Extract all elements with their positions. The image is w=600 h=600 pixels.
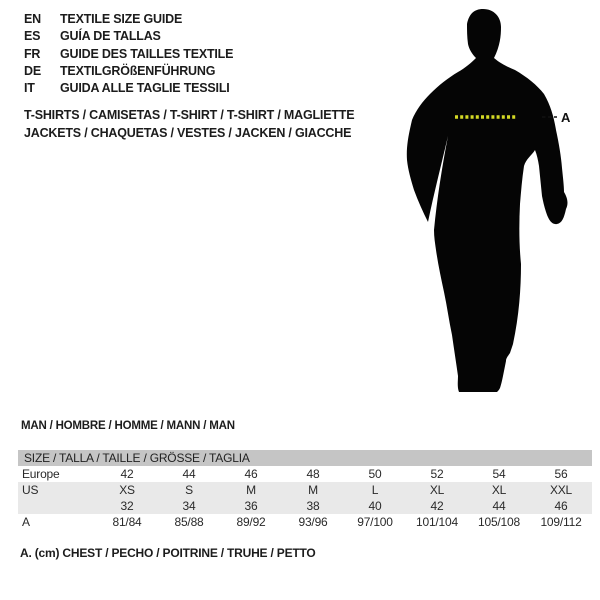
table-row-us bbox=[18, 482, 592, 498]
size-cell: 105/108 bbox=[478, 515, 520, 529]
size-cell: XXL bbox=[530, 482, 592, 498]
size-table bbox=[18, 450, 592, 530]
size-cell: 36 bbox=[220, 498, 282, 514]
language-title: GUIDE DES TAILLES TEXTILE bbox=[60, 46, 234, 61]
row-label bbox=[18, 498, 96, 514]
language-row-it bbox=[24, 80, 233, 97]
language-code: FR bbox=[24, 46, 41, 61]
language-row-en bbox=[24, 11, 233, 28]
measure-label-a: A bbox=[561, 110, 571, 125]
language-list bbox=[24, 11, 233, 97]
size-cell: 97/100 bbox=[357, 515, 393, 529]
table-row-chest-a bbox=[18, 514, 592, 530]
language-code: DE bbox=[24, 63, 41, 78]
category-jackets: JACKETS / CHAQUETAS / VESTES / JACKEN / GIACCHE bbox=[24, 126, 352, 140]
language-row-de bbox=[24, 63, 233, 80]
size-cell: 46 bbox=[244, 467, 258, 481]
size-cell: 44 bbox=[468, 498, 530, 514]
language-row-fr bbox=[24, 46, 233, 63]
size-cell: XL bbox=[406, 482, 468, 498]
language-row-es bbox=[24, 28, 233, 45]
row-label: A bbox=[22, 515, 30, 529]
language-title: GUÍA DE TALLAS bbox=[60, 29, 161, 44]
row-label: US bbox=[18, 482, 96, 498]
size-cell: XL bbox=[468, 482, 530, 498]
size-cell: 101/104 bbox=[416, 515, 458, 529]
size-cell: 52 bbox=[430, 467, 444, 481]
size-cell: 89/92 bbox=[236, 515, 266, 529]
size-cell: 42 bbox=[406, 498, 468, 514]
category-tshirts: T-SHIRTS / CAMISETAS / T-SHIRT / T-SHIRT / MAGLIETTE bbox=[24, 108, 355, 122]
man-silhouette-shape bbox=[407, 9, 568, 392]
size-cell: 54 bbox=[492, 467, 506, 481]
language-code: IT bbox=[24, 81, 35, 96]
size-cell: 85/88 bbox=[174, 515, 204, 529]
language-title: GUIDA ALLE TAGLIE TESSILI bbox=[60, 81, 230, 96]
size-cell: 32 bbox=[96, 498, 158, 514]
language-code: EN bbox=[24, 12, 41, 26]
size-table-header: SIZE / TALLA / TAILLE / GRÖSSE / TAGLIA bbox=[18, 450, 592, 466]
size-cell: 50 bbox=[368, 467, 382, 481]
size-cell: 81/84 bbox=[112, 515, 142, 529]
size-cell: 93/96 bbox=[298, 515, 328, 529]
table-row-europe bbox=[18, 466, 592, 482]
size-cell: S bbox=[158, 482, 220, 498]
measure-footnote: A. (cm) CHEST / PECHO / POITRINE / TRUHE / PETTO bbox=[20, 546, 316, 560]
language-title: TEXTILGRÖßENFÜHRUNG bbox=[60, 63, 216, 78]
size-cell: 42 bbox=[120, 467, 134, 481]
size-cell: M bbox=[282, 482, 344, 498]
size-cell: 109/112 bbox=[540, 515, 582, 529]
man-silhouette-svg bbox=[393, 4, 583, 396]
size-cell: M bbox=[220, 482, 282, 498]
garment-categories bbox=[24, 106, 354, 142]
section-title-man: MAN / HOMBRE / HOMME / MANN / MAN bbox=[21, 420, 235, 432]
size-cell: 40 bbox=[344, 498, 406, 514]
size-cell: 44 bbox=[182, 467, 196, 481]
size-cell: 46 bbox=[530, 498, 592, 514]
table-row-numeric bbox=[18, 498, 592, 514]
size-cell: 56 bbox=[554, 467, 568, 481]
language-title: TEXTILE SIZE GUIDE bbox=[60, 12, 183, 26]
row-label: Europe bbox=[22, 467, 60, 481]
size-cell: XS bbox=[96, 482, 158, 498]
size-cell: 48 bbox=[306, 467, 320, 481]
size-cell: L bbox=[344, 482, 406, 498]
man-silhouette-figure bbox=[393, 4, 583, 396]
size-table-header-row bbox=[18, 450, 592, 466]
size-cell: 34 bbox=[158, 498, 220, 514]
language-code: ES bbox=[24, 29, 41, 44]
size-cell: 38 bbox=[282, 498, 344, 514]
